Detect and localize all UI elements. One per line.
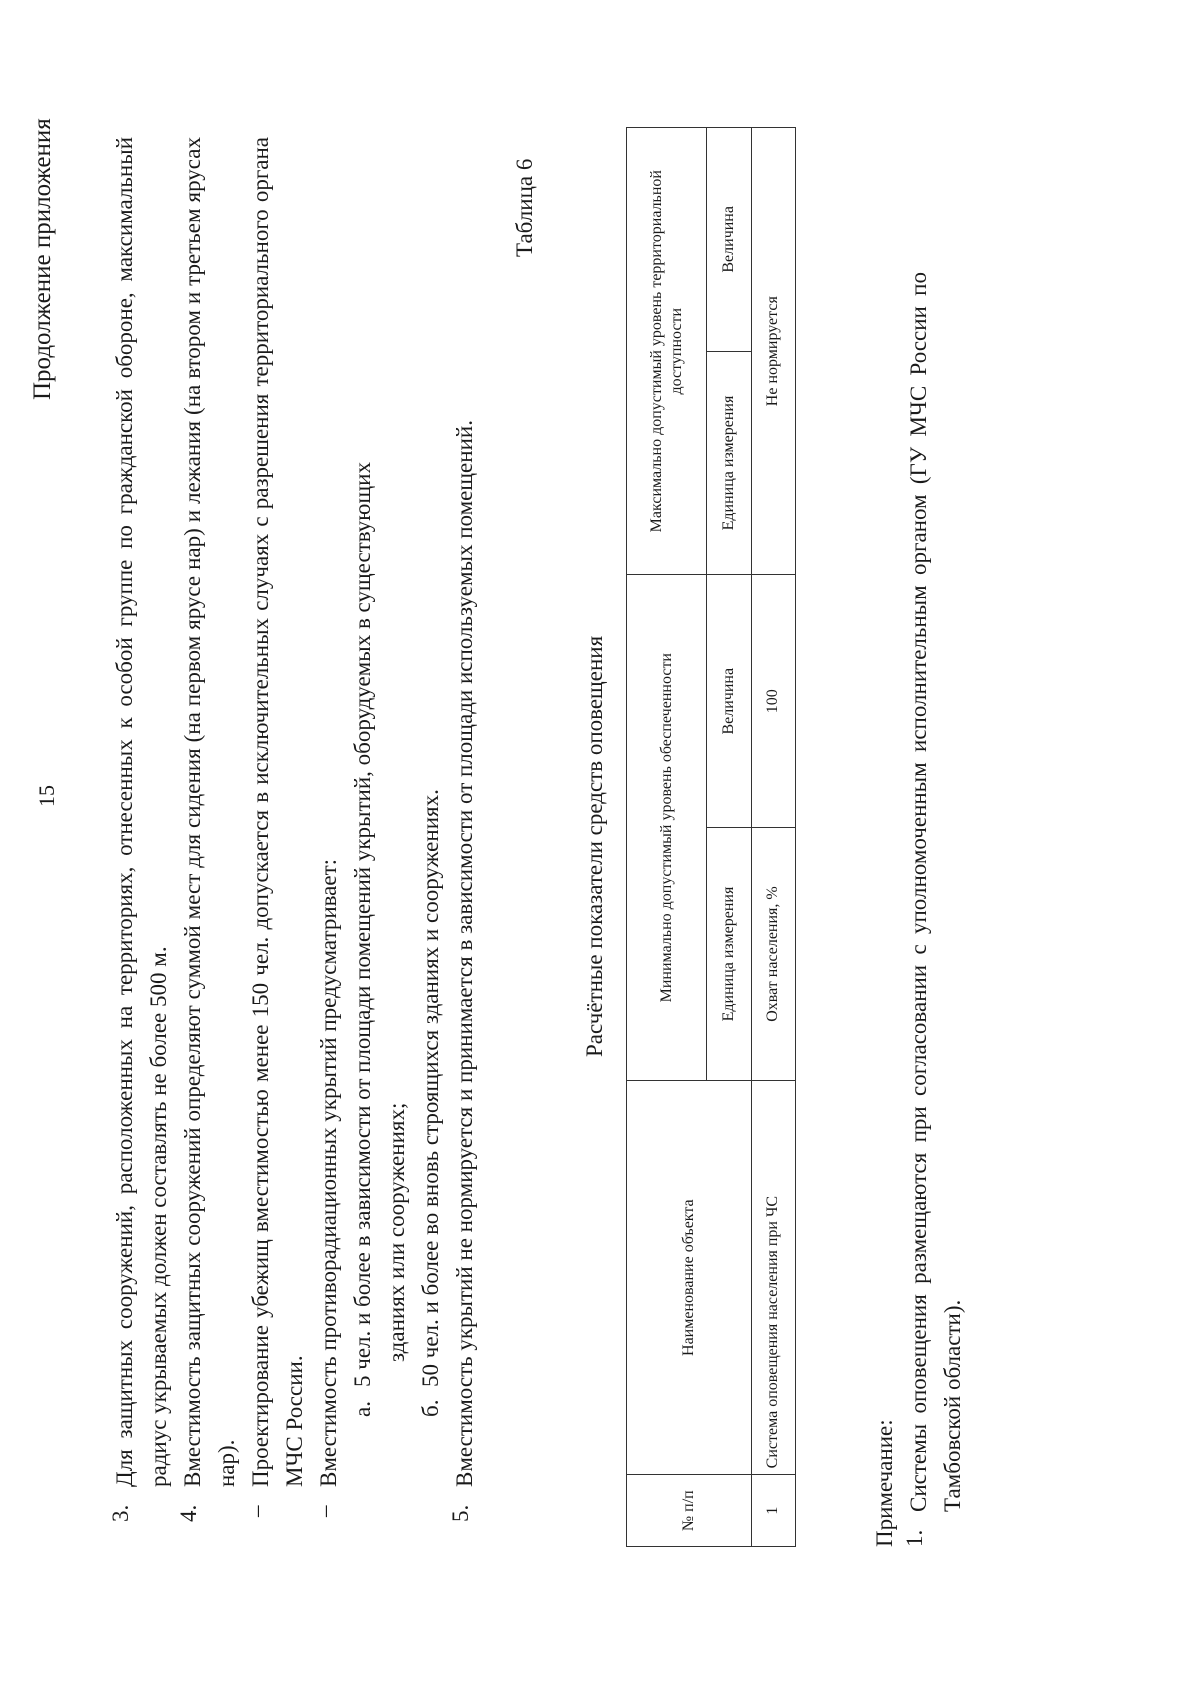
page-number: 15 (34, 785, 59, 807)
dash-1: – (244, 1505, 269, 1517)
note-1-text: Системы оповещения размещаются при согласовании с уполномоченным исполнительным органом (ГУ МЧС России по Тамбовской области). (906, 272, 965, 1512)
item-4-number: 4. (176, 1504, 201, 1522)
table-row (751, 128, 795, 1547)
continuation-label: Продолжение приложения (29, 118, 56, 400)
table-label: Таблица 6 (512, 158, 537, 257)
item-3-number: 3. (108, 1504, 133, 1522)
note-1-number: 1. (902, 1529, 927, 1547)
sub-b-text: 50 чел. и более во вновь строящихся зданиях и сооружениях. (418, 789, 443, 1387)
item-4-text: Вместимость защитных сооружений определяют суммой мест для сидения (на первом ярусе нар) и лежания (на втором и третьем ярусах нар). (180, 137, 239, 1487)
row-min-value: 100 (751, 575, 795, 828)
item-5-number: 5. (448, 1504, 473, 1522)
sub-a-line-2: зданиях или сооружениях; (384, 1102, 409, 1362)
header-num: № п/п (627, 1475, 752, 1547)
note-title: Примечание: (872, 1419, 897, 1547)
table-header-row-1 (627, 128, 707, 1547)
row-min-unit: Охват населения, % (751, 828, 795, 1081)
item-3-text: Для защитных сооружений, расположенных на территориях, отнесенных к особой группе по гражданской обороне, максимальный радиус укрываемых должен составлять не более 500 м. (112, 137, 171, 1487)
indicators-table (626, 127, 796, 1547)
sub-a-label: а. (350, 1401, 375, 1417)
sub-a-line-1: 5 чел. и более в зависимости от площади помещений укрытий, оборудуемых в существующих (350, 462, 375, 1387)
header-max-unit: Единица измерения (707, 351, 751, 575)
sub-b-label: б. (418, 1399, 443, 1417)
table-title: Расчётные показатели средств оповещения (582, 635, 607, 1057)
header-name: Наименование объекта (627, 1080, 752, 1474)
dash-2-text: Вместимость противорадиационных укрытий предусматривает: (316, 858, 341, 1487)
dash-1-text: Проектирование убежищ вместимостью менее 150 чел. допускается в исключительных случаях с разрешения территориального органа МЧС России. (248, 137, 307, 1487)
row-max: Не нормируется (751, 128, 795, 575)
item-5-text: Вместимость укрытий не нормируется и принимается в зависимости от площади используемых помещений. (452, 420, 477, 1487)
header-max-value: Величина (707, 128, 751, 352)
row-name: Система оповещения населения при ЧС (751, 1080, 795, 1474)
header-max-group: Максимально допустимый уровень территориальной доступности (627, 128, 707, 575)
header-min-unit: Единица измерения (707, 828, 751, 1081)
header-min-group: Минимально допустимый уровень обеспеченности (627, 575, 707, 1081)
row-num: 1 (751, 1475, 795, 1547)
header-min-value: Величина (707, 575, 751, 828)
dash-2: – (312, 1505, 337, 1517)
